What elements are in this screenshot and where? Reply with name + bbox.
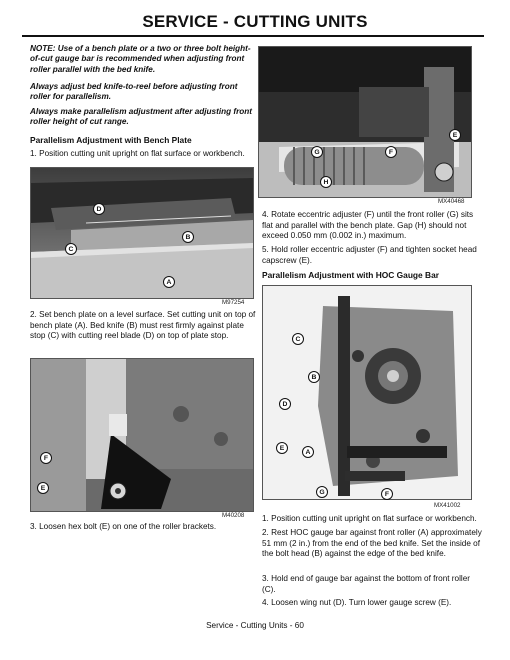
step-text: 4. Loosen wing nut (D). Turn lower gauge screw (E).	[262, 598, 452, 607]
callout-c: C	[292, 333, 304, 345]
step-text: 4. Rotate eccentric adjuster (F) until the front roller (G) sits flat and parallel with the bench plate. Gap (H) should not exceed 0.050 mm (0.002 in.) maximum.	[262, 210, 474, 240]
callout-e: E	[37, 482, 49, 494]
note-text: NOTE: Use of a bench plate or a two or three bolt height-of-cut gauge bar is recommended when adjusting front roller parallel with the bed knife.	[30, 44, 251, 74]
step-text: 2. Rest HOC gauge bar against front roller (A) approximately 51 mm (2 in.) from the end of the bed knife. Set the inside of the bolt head (B) against the edge of the bed knife.	[262, 528, 482, 558]
page-footer: Service - Cutting Units - 60	[206, 621, 304, 630]
figure-id: MX40468	[438, 198, 465, 205]
step-text: 5. Hold roller eccentric adjuster (F) and tighten socket head capscrew (E).	[262, 245, 477, 265]
callout-d: D	[93, 203, 105, 215]
callout-h: H	[320, 176, 332, 188]
bench-plate-figure	[30, 167, 254, 299]
title-rule	[22, 35, 484, 37]
callout-e: E	[449, 129, 461, 141]
callout-b: B	[308, 371, 320, 383]
step-text: 3. Hold end of gauge bar against the bottom of front roller (C).	[262, 574, 471, 594]
note-text: Always adjust bed knife-to-reel before adjusting front roller for parallelism.	[30, 82, 238, 102]
figure-id: MX41002	[434, 502, 461, 509]
callout-e: E	[276, 442, 288, 454]
callout-g: G	[311, 146, 323, 158]
section-heading: Parallelism Adjustment with Bench Plate	[30, 135, 192, 145]
step-text: 2. Set bench plate on a level surface. Set cutting unit on top of bench plate (A). Bed knife (B) must rest firmly against plate stop (C) with cutting reel blade (D) on top of plate stop.	[30, 310, 256, 340]
figure-id: M40208	[222, 512, 245, 519]
callout-f: F	[381, 488, 393, 500]
step-text: 1. Position cutting unit upright on flat surface or workbench.	[30, 149, 245, 158]
step-text: 3. Loosen hex bolt (E) on one of the roller brackets.	[30, 522, 217, 531]
figure-id: M97254	[222, 299, 245, 306]
callout-f: F	[385, 146, 397, 158]
step-text: 1. Position cutting unit upright on flat surface or workbench.	[262, 514, 477, 523]
eccentric-adjuster-figure	[258, 46, 472, 198]
callout-b: B	[182, 231, 194, 243]
callout-d: D	[279, 398, 291, 410]
page-title: SERVICE - CUTTING UNITS	[142, 12, 368, 31]
hoc-gauge-bar-figure	[262, 285, 472, 500]
callout-a: A	[302, 446, 314, 458]
note-text: Always make parallelism adjustment after adjusting front roller height of cut range.	[30, 107, 253, 127]
callout-f: F	[40, 452, 52, 464]
callout-c: C	[65, 243, 77, 255]
roller-bracket-figure	[30, 358, 254, 512]
section-heading: Parallelism Adjustment with HOC Gauge Bar	[262, 270, 439, 280]
callout-a: A	[163, 276, 175, 288]
callout-g: G	[316, 486, 328, 498]
